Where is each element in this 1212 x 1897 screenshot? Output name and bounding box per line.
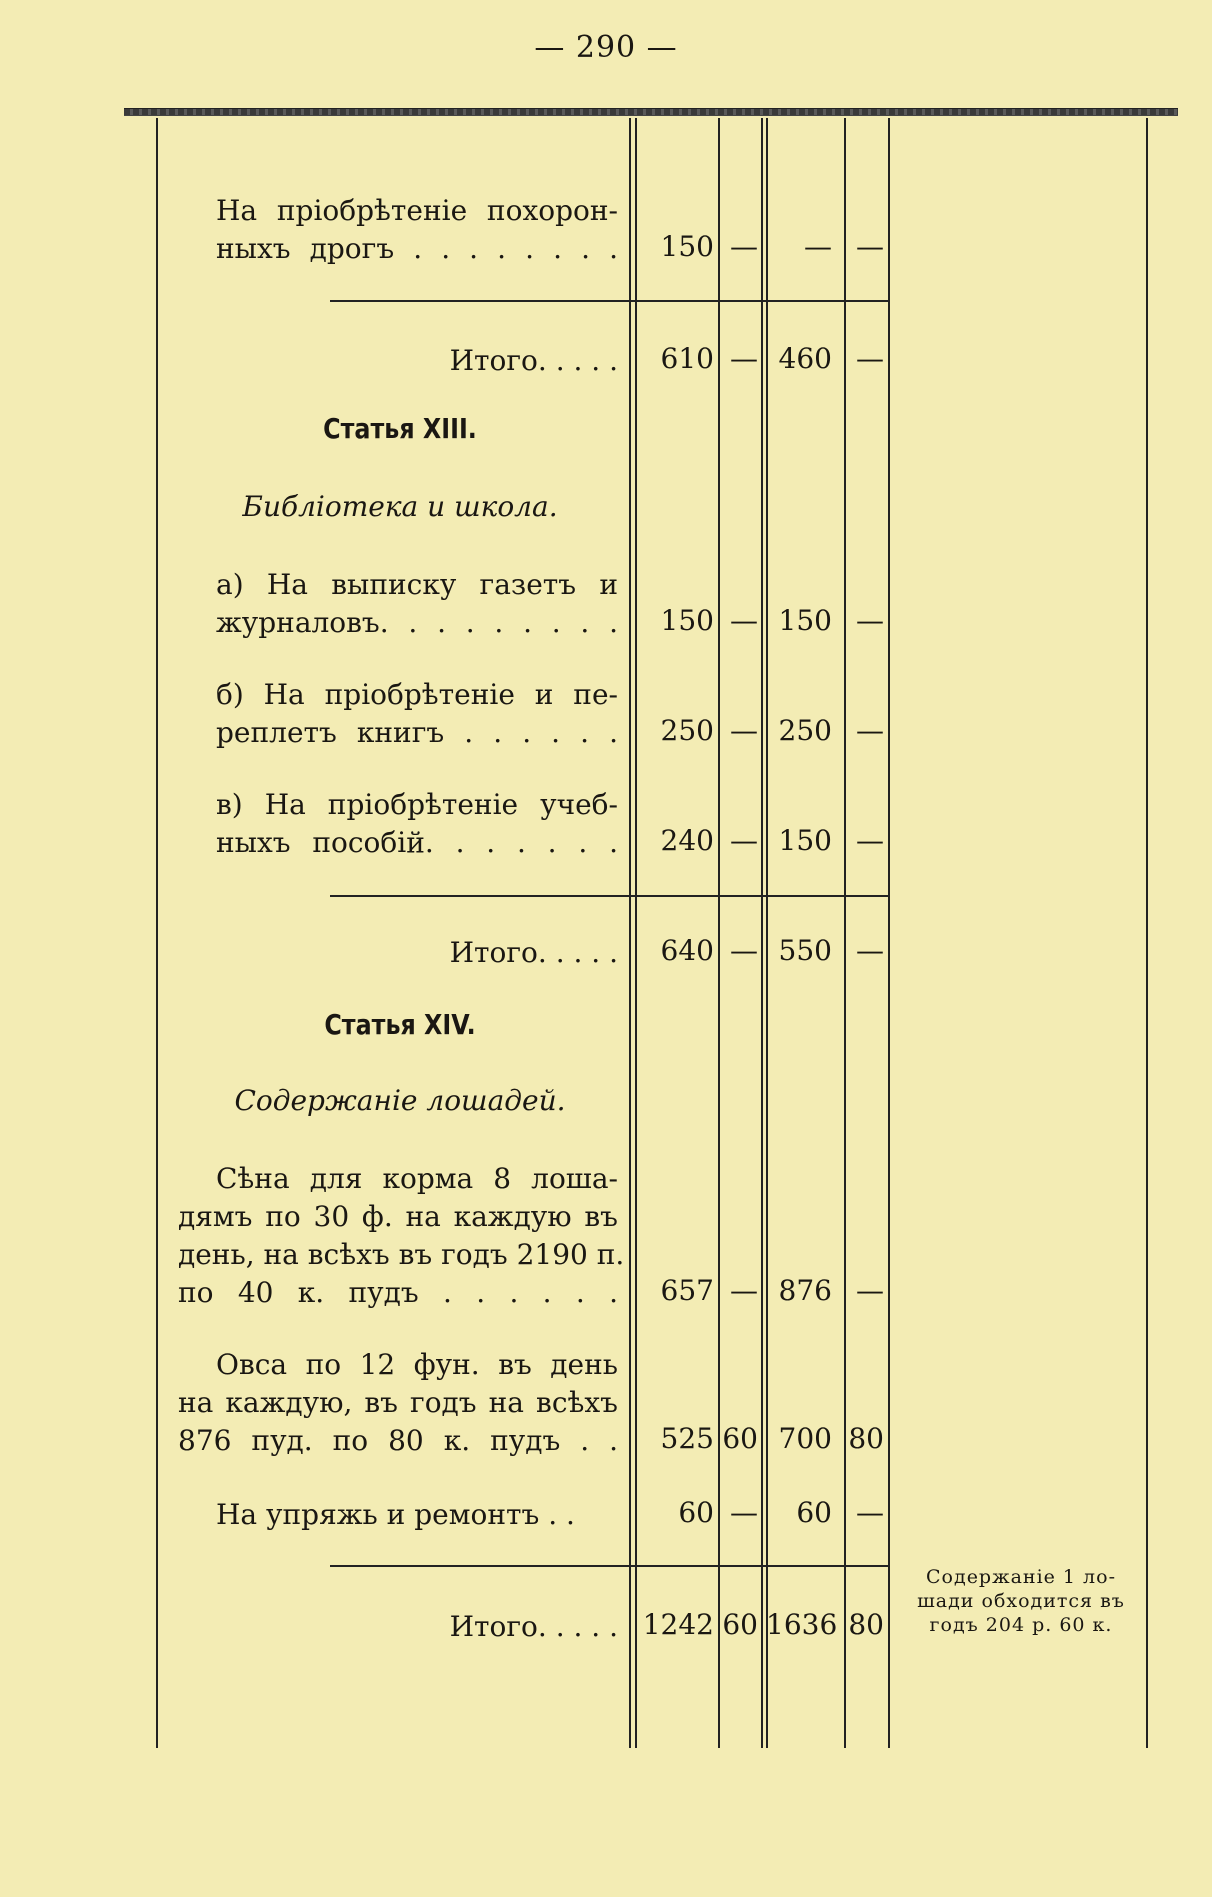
row2-col2: — bbox=[730, 604, 758, 637]
total3-col2: 60 bbox=[722, 1608, 758, 1641]
total2-col4: — bbox=[856, 934, 884, 967]
total1-col3: 460 bbox=[778, 342, 832, 375]
row2-line2: журналовъ. . . . . . . . . bbox=[216, 606, 618, 639]
row7-line1: На упряжь и ремонтъ . . bbox=[216, 1498, 575, 1531]
row2-line1: а) На выписку газетъ и bbox=[216, 568, 618, 601]
row2-col1: 150 bbox=[660, 604, 714, 637]
row6-line1: Овса по 12 фун. въ день bbox=[216, 1348, 618, 1381]
row6-col3: 700 bbox=[778, 1422, 832, 1455]
column-rule-label-double bbox=[635, 118, 637, 1748]
row5-col1: 657 bbox=[660, 1274, 714, 1307]
row6-col1: 525 bbox=[660, 1422, 714, 1455]
row5-line3: день, на всѣхъ въ годъ 2190 п. bbox=[178, 1238, 625, 1271]
page-number: — 290 — bbox=[534, 30, 678, 65]
row6-col4: 80 bbox=[848, 1422, 884, 1455]
total2-col3: 550 bbox=[778, 934, 832, 967]
article13-subtitle: Библіотека и школа. bbox=[242, 490, 558, 523]
row4-col4: — bbox=[856, 824, 884, 857]
row5-line2: дямъ по 30 ф. на каждую въ bbox=[178, 1200, 618, 1233]
row4-line2: ныхъ пособій. . . . . . . bbox=[216, 826, 618, 859]
row5-line4: по 40 к. пудъ . . . . . . bbox=[178, 1276, 618, 1309]
table-left-border bbox=[156, 118, 158, 1748]
row7-col3: 60 bbox=[796, 1496, 832, 1529]
total3-col1: 1242 bbox=[642, 1608, 714, 1641]
row1-line1: На пріобрѣтеніе похорон- bbox=[216, 194, 618, 227]
note-line1: Содержаніе 1 ло- bbox=[926, 1566, 1116, 1588]
total1-col2: — bbox=[730, 342, 758, 375]
total2-label: Итого. . . . . bbox=[449, 936, 618, 969]
row3-col4: — bbox=[856, 714, 884, 747]
total-rule-1 bbox=[330, 300, 888, 302]
row5-col3: 876 bbox=[778, 1274, 832, 1307]
top-rule bbox=[124, 108, 1178, 116]
note-line2: шади обходится въ bbox=[917, 1590, 1125, 1612]
row5-line1: Сѣна для корма 8 лоша- bbox=[216, 1162, 618, 1195]
row6-line2: на каждую, въ годъ на всѣхъ bbox=[178, 1386, 618, 1419]
row2-col4: — bbox=[856, 604, 884, 637]
row6-col2: 60 bbox=[722, 1422, 758, 1455]
row7-col2: — bbox=[730, 1496, 758, 1529]
row7-col4: — bbox=[856, 1496, 884, 1529]
column-rule-label bbox=[629, 118, 631, 1748]
total2-col1: 640 bbox=[660, 934, 714, 967]
total1-label: Итого. . . . . bbox=[449, 344, 618, 377]
total3-label: Итого. . . . . bbox=[449, 1610, 618, 1643]
row5-col2: — bbox=[730, 1274, 758, 1307]
row3-col2: — bbox=[730, 714, 758, 747]
row4-col3: 150 bbox=[778, 824, 832, 857]
row1-col1: 150 bbox=[660, 230, 714, 263]
article14-subtitle: Содержаніе лошадей. bbox=[234, 1084, 566, 1117]
column-rule-3 bbox=[844, 118, 846, 1748]
row4-line1: в) На пріобрѣтеніе учеб- bbox=[216, 788, 618, 821]
row3-col1: 250 bbox=[660, 714, 714, 747]
total1-col4: — bbox=[856, 342, 884, 375]
row1-col4: — bbox=[856, 230, 884, 263]
row1-col2: — bbox=[730, 230, 758, 263]
row1-col3: — bbox=[804, 230, 832, 263]
total2-col2: — bbox=[730, 934, 758, 967]
column-rule-2 bbox=[761, 118, 763, 1748]
note-line3: годъ 204 р. 60 к. bbox=[929, 1614, 1113, 1636]
row3-col3: 250 bbox=[778, 714, 832, 747]
total-rule-3 bbox=[330, 1565, 888, 1567]
row4-col2: — bbox=[730, 824, 758, 857]
row3-line2: реплетъ книгъ . . . . . . bbox=[216, 716, 618, 749]
total-rule-2 bbox=[330, 895, 888, 897]
row6-line3: 876 пуд. по 80 к. пудъ . . bbox=[178, 1424, 618, 1457]
article14-title: Статья XIV. bbox=[324, 1008, 476, 1041]
total3-col4: 80 bbox=[848, 1608, 884, 1641]
row3-line1: б) На пріобрѣтеніе и пе- bbox=[216, 678, 618, 711]
column-rule-2-double bbox=[766, 118, 768, 1748]
row7-col1: 60 bbox=[678, 1496, 714, 1529]
total1-col1: 610 bbox=[660, 342, 714, 375]
row1-line2: ныхъ дрогъ . . . . . . . . bbox=[216, 232, 618, 265]
row4-col1: 240 bbox=[660, 824, 714, 857]
table-right-border bbox=[1146, 118, 1148, 1748]
row5-col4: — bbox=[856, 1274, 884, 1307]
total3-col3: 1636 bbox=[766, 1608, 838, 1641]
column-rule-1 bbox=[718, 118, 720, 1748]
article13-title: Статья XIII. bbox=[323, 412, 477, 445]
column-rule-4 bbox=[888, 118, 890, 1748]
row2-col3: 150 bbox=[778, 604, 832, 637]
